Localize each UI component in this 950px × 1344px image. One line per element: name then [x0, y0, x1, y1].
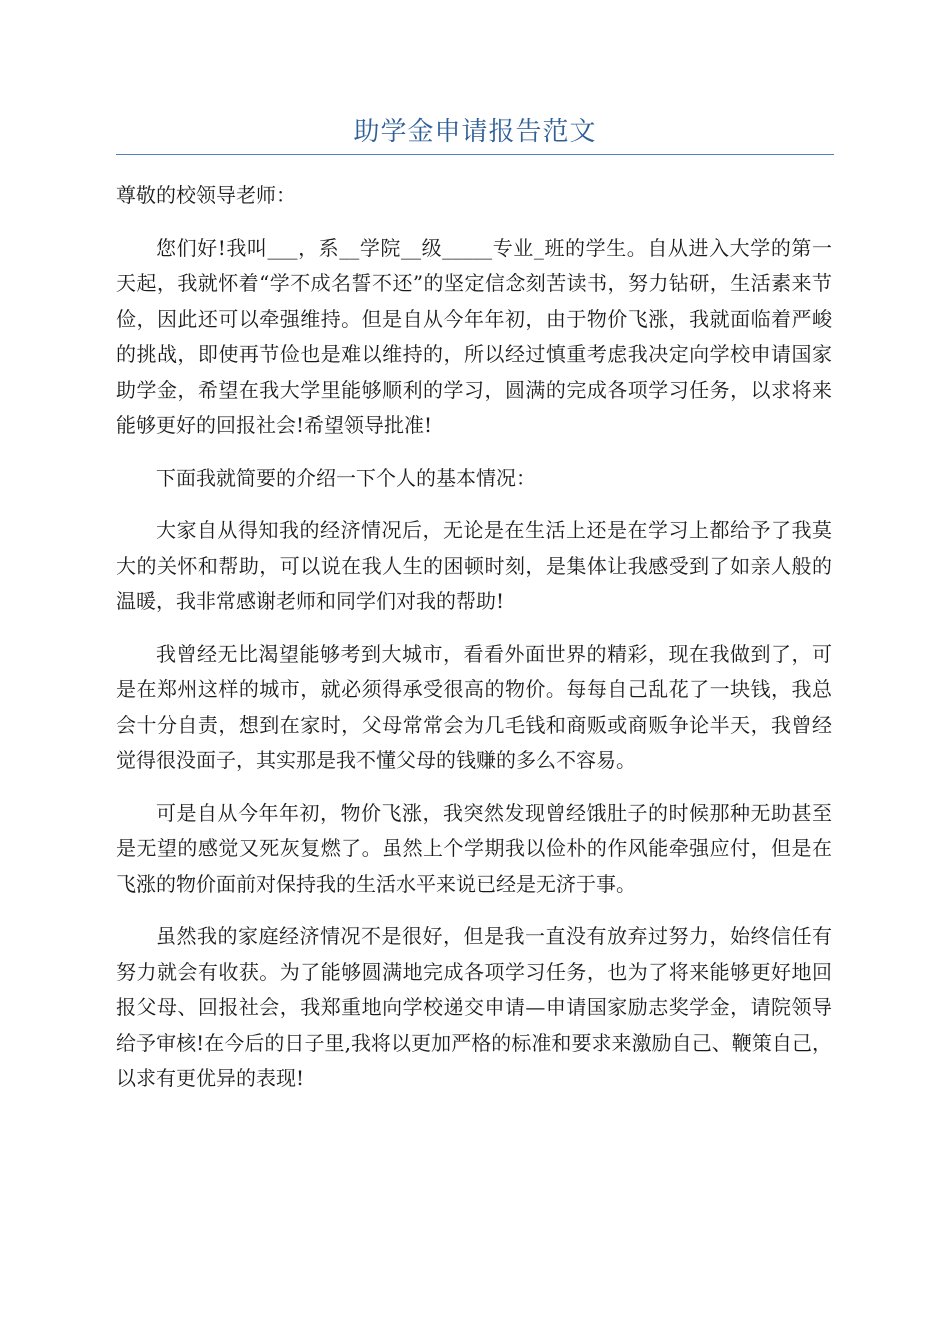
document-title: 助学金申请报告范文: [353, 117, 597, 147]
paragraph-greeting: 您们好!我叫___，系__学院__级_____专业_班的学生。自从进入大学的第一天起，我就怀着“学不成名誓不还”的坚定信念刻苦读书，努力钻研，生活素来节俭，因此还可以牵强维持。但是自从今年年初，由于物价飞涨，我就面临着严峻的挑战，即使再节俭也是难以维持的，所以经过慎重考虑我决定向学校申请国家助学金，希望在我大学里能够顺利的学习，圆满的完成各项学习任务，以求将来能够更好的回报社会!希望领导批准!: [116, 235, 832, 437]
paragraph-prices: 可是自从今年年初，物价飞涨，我突然发现曾经饿肚子的时候那种无助甚至是无望的感觉又死灰复燃了。虽然上个学期我以俭朴的作风能牵强应付，但是在飞涨的物价面前对保持我的生活水平来说已经是无济于事。: [116, 800, 832, 896]
paragraph-closing: 虽然我的家庭经济情况不是很好，但是我一直没有放弃过努力，始终信任有努力就会有收获。为了能够圆满地完成各项学习任务，也为了将来能够更好地回报父母、回报社会，我郑重地向学校递交申请—申请国家励志奖学金，请院领导给予审核!在今后的日子里,我将以更加严格的标准和要求来激励自己、鞭策自己，以求有更优异的表现!: [116, 924, 832, 1090]
title-underline: [116, 154, 834, 155]
document-body: [116, 178, 832, 1114]
salutation: 尊敬的校领导老师：: [116, 183, 296, 207]
paragraph-city-life: 我曾经无比渴望能够考到大城市，看看外面世界的精彩，现在我做到了，可是在郑州这样的城市，就必须得承受很高的物价。每每自己乱花了一块钱，我总会十分自责，想到在家时，父母常常会为几毛钱和商贩或商贩争论半天，我曾经觉得很没面子，其实那是我不懂父母的钱赚的多么不容易。: [116, 641, 832, 772]
paragraph-support: 大家自从得知我的经济情况后，无论是在生活上还是在学习上都给予了我莫大的关怀和帮助，可以说在我人生的困顿时刻，是集体让我感受到了如亲人般的温暖，我非常感谢老师和同学们对我的帮助!: [116, 518, 832, 613]
paragraph-intro: 下面我就简要的介绍一下个人的基本情况：: [156, 465, 536, 490]
